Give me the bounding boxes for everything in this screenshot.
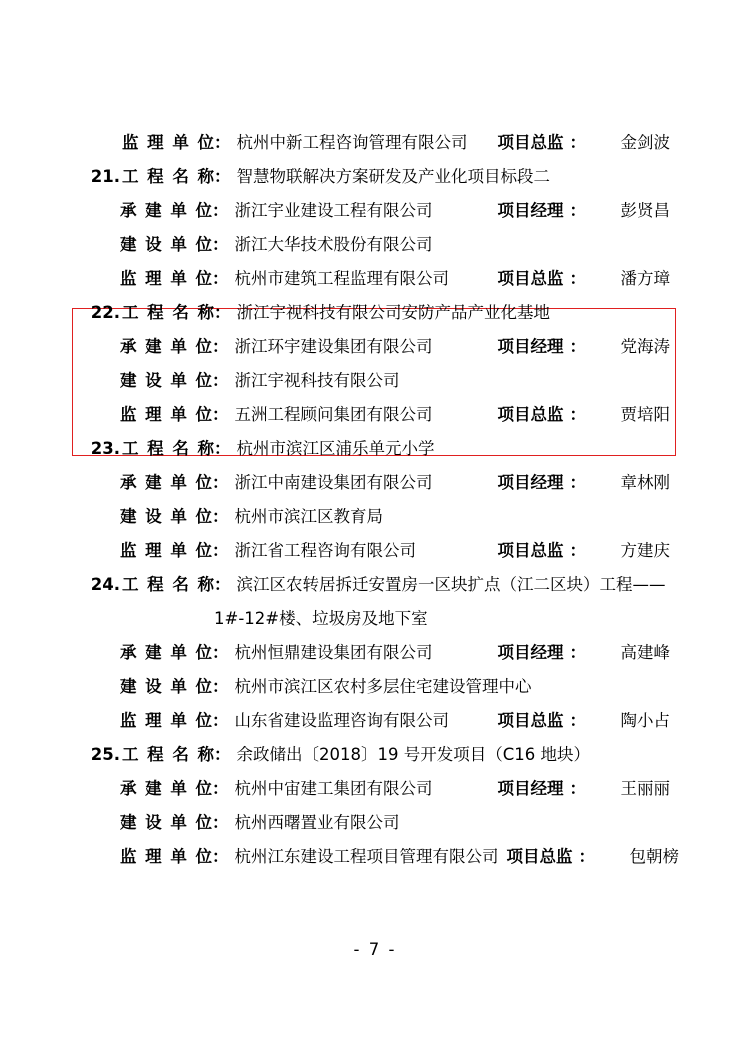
field-colon: ： <box>214 745 231 764</box>
field-colon: ： <box>214 303 231 322</box>
field-value-client: 杭州西曙置业有限公司 <box>234 813 400 832</box>
table-row <box>80 330 670 364</box>
field-value-supervisor: 杭州江东建设工程项目管理有限公司 <box>234 847 499 866</box>
field-label-supervisor: 监理单位 <box>120 541 212 560</box>
field-colon: ： <box>569 779 586 798</box>
field-value-project-manager: 党海涛 <box>620 337 670 356</box>
field-colon: ： <box>569 405 586 424</box>
field-colon: ： <box>569 473 586 492</box>
field-label-project-name: 工程名称 <box>122 167 214 186</box>
table-row <box>80 738 670 772</box>
field-colon: ： <box>569 711 586 730</box>
field-label-chief-supervisor: 项目总监 <box>497 711 564 730</box>
field-colon: ： <box>569 133 586 152</box>
field-value-client: 浙江大华技术股份有限公司 <box>234 235 433 254</box>
field-value-project-manager: 高建峰 <box>620 643 670 662</box>
field-value-project-name: 浙江宇视科技有限公司安防产品产业化基地 <box>236 303 550 322</box>
document-content <box>80 126 679 874</box>
entry-number: 21. <box>90 167 120 186</box>
field-label-supervisor: 监理单位 <box>120 711 212 730</box>
table-row <box>80 432 670 466</box>
table-row <box>80 126 670 160</box>
field-colon: ： <box>569 643 586 662</box>
field-value-chief-supervisor: 方建庆 <box>620 541 670 560</box>
table-row <box>80 704 670 738</box>
field-label-chief-supervisor: 项目总监 <box>506 847 573 866</box>
field-colon: ： <box>212 643 229 662</box>
field-label-client: 建设单位 <box>120 507 212 526</box>
field-label-project-name: 工程名称 <box>122 575 214 594</box>
field-label-supervisor: 监理单位 <box>122 133 214 152</box>
field-colon: ： <box>212 405 229 424</box>
field-colon: ： <box>212 507 229 526</box>
field-value-supervisor: 杭州市建筑工程监理有限公司 <box>234 269 449 288</box>
table-row <box>80 262 670 296</box>
table-row <box>80 670 670 704</box>
table-row <box>80 398 670 432</box>
table-row <box>80 806 670 840</box>
field-label-chief-supervisor: 项目总监 <box>497 405 564 424</box>
field-value-chief-supervisor: 潘方璋 <box>620 269 670 288</box>
field-colon: ： <box>569 337 586 356</box>
field-colon: ： <box>214 167 231 186</box>
field-label-client: 建设单位 <box>120 677 212 696</box>
field-label-chief-supervisor: 项目总监 <box>497 133 564 152</box>
field-value-client: 杭州市滨江区教育局 <box>234 507 383 526</box>
field-colon: ： <box>212 813 229 832</box>
entry-number: 22. <box>90 303 120 322</box>
field-colon: ： <box>212 371 229 390</box>
table-row <box>80 296 670 330</box>
entry-number: 24. <box>90 575 120 594</box>
field-colon: ： <box>569 269 586 288</box>
field-label-contractor: 承建单位 <box>120 473 212 492</box>
field-label-supervisor: 监理单位 <box>120 847 212 866</box>
field-label-contractor: 承建单位 <box>120 201 212 220</box>
page-footer <box>0 940 750 959</box>
field-colon: ： <box>212 779 229 798</box>
field-value-client: 浙江宇视科技有限公司 <box>234 371 400 390</box>
field-label-supervisor: 监理单位 <box>120 269 212 288</box>
field-value-chief-supervisor: 包朝榜 <box>629 847 679 866</box>
field-label-project-manager: 项目经理 <box>497 337 564 356</box>
field-colon: ： <box>212 235 229 254</box>
field-value-project-name-continued: 1#-12#楼、垃圾房及地下室 <box>214 609 428 628</box>
field-value-chief-supervisor: 陶小占 <box>620 711 670 730</box>
table-row <box>80 466 670 500</box>
table-row <box>80 160 670 194</box>
field-label-chief-supervisor: 项目总监 <box>497 269 564 288</box>
field-value-contractor: 浙江宇业建设工程有限公司 <box>234 201 433 220</box>
table-row <box>80 568 670 602</box>
field-value-project-manager: 王丽丽 <box>620 779 670 798</box>
table-row <box>80 840 679 874</box>
field-colon: ： <box>578 847 595 866</box>
entry-number: 25. <box>90 745 120 764</box>
field-label-project-manager: 项目经理 <box>497 201 564 220</box>
table-row <box>80 636 670 670</box>
field-colon: ： <box>212 337 229 356</box>
field-colon: ： <box>214 133 231 152</box>
table-row <box>80 772 670 806</box>
field-label-project-manager: 项目经理 <box>497 643 564 662</box>
field-colon: ： <box>212 473 229 492</box>
field-colon: ： <box>212 269 229 288</box>
field-colon: ： <box>212 541 229 560</box>
field-colon: ： <box>214 575 231 594</box>
field-value-project-name: 余政储出〔2018〕19 号开发项目（C16 地块） <box>236 745 590 764</box>
field-value-contractor: 浙江环宇建设集团有限公司 <box>234 337 433 356</box>
field-value-chief-supervisor: 贾培阳 <box>620 405 670 424</box>
field-value-project-manager: 章林刚 <box>620 473 670 492</box>
field-value-contractor: 杭州中宙建工集团有限公司 <box>234 779 433 798</box>
field-label-project-name: 工程名称 <box>122 745 214 764</box>
field-label-contractor: 承建单位 <box>120 779 212 798</box>
field-label-contractor: 承建单位 <box>120 643 212 662</box>
field-value-supervisor: 杭州中新工程咨询管理有限公司 <box>236 133 468 152</box>
table-row <box>80 194 670 228</box>
field-colon: ： <box>212 847 229 866</box>
field-value-chief-supervisor: 金剑波 <box>620 133 670 152</box>
field-label-project-manager: 项目经理 <box>497 779 564 798</box>
field-value-contractor: 浙江中南建设集团有限公司 <box>234 473 433 492</box>
table-row <box>80 500 670 534</box>
field-label-client: 建设单位 <box>120 813 212 832</box>
field-label-project-manager: 项目经理 <box>497 473 564 492</box>
field-colon: ： <box>212 677 229 696</box>
table-row <box>80 364 670 398</box>
field-value-supervisor: 浙江省工程咨询有限公司 <box>234 541 416 560</box>
entry-number: 23. <box>90 439 120 458</box>
field-colon: ： <box>214 439 231 458</box>
field-colon: ： <box>569 541 586 560</box>
field-label-supervisor: 监理单位 <box>120 405 212 424</box>
field-value-project-name: 杭州市滨江区浦乐单元小学 <box>236 439 435 458</box>
field-colon: ： <box>212 201 229 220</box>
field-label-project-name: 工程名称 <box>122 439 214 458</box>
field-colon: ： <box>212 711 229 730</box>
field-label-project-name: 工程名称 <box>122 303 214 322</box>
table-row <box>80 228 670 262</box>
field-value-project-name: 智慧物联解决方案研发及产业化项目标段二 <box>236 167 550 186</box>
field-value-contractor: 杭州恒鼎建设集团有限公司 <box>234 643 433 662</box>
field-label-client: 建设单位 <box>120 235 212 254</box>
field-label-chief-supervisor: 项目总监 <box>497 541 564 560</box>
field-colon: ： <box>569 201 586 220</box>
field-value-project-name: 滨江区农转居拆迁安置房一区块扩点（江二区块）工程—— <box>236 575 666 594</box>
field-label-client: 建设单位 <box>120 371 212 390</box>
field-value-supervisor: 五洲工程顾问集团有限公司 <box>234 405 433 424</box>
field-value-project-manager: 彭贤昌 <box>620 201 670 220</box>
field-value-client: 杭州市滨江区农村多层住宅建设管理中心 <box>234 677 532 696</box>
table-row <box>80 534 670 568</box>
field-label-contractor: 承建单位 <box>120 337 212 356</box>
page-number: - 7 - <box>353 940 397 959</box>
field-value-supervisor: 山东省建设监理咨询有限公司 <box>234 711 449 730</box>
table-row <box>80 602 670 636</box>
